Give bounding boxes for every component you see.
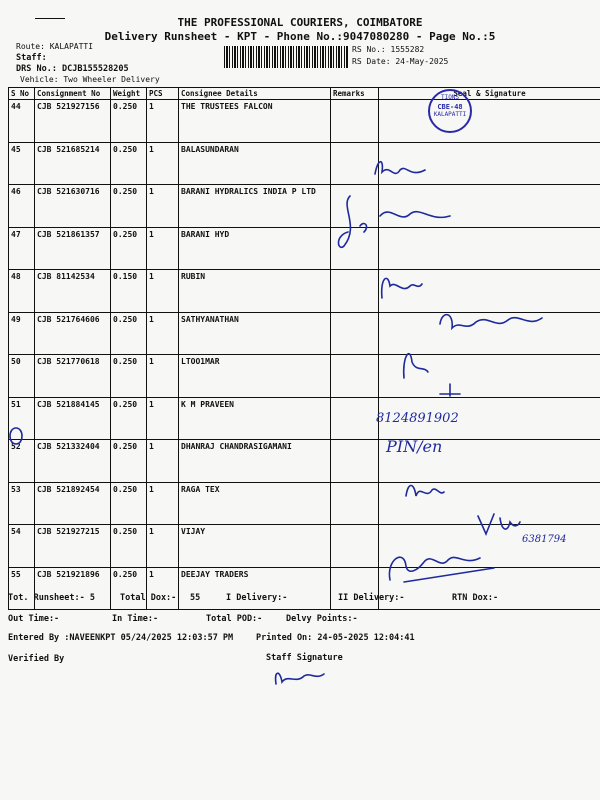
row-consignment: CJB 521861357 bbox=[35, 227, 111, 270]
row-pcs: 1 bbox=[147, 440, 179, 483]
barcode bbox=[224, 46, 348, 68]
row-consignee: SATHYANATHAN bbox=[179, 312, 331, 355]
row-pcs: 1 bbox=[147, 227, 179, 270]
row-weight: 0.250 bbox=[111, 355, 147, 398]
row-consignee: K M PRAVEEN bbox=[179, 397, 331, 440]
route: Route: KALAPATTI bbox=[16, 42, 94, 51]
rtn-dox: RTN Dox:- bbox=[452, 593, 499, 603]
row-remarks bbox=[331, 312, 379, 355]
row-remarks bbox=[331, 525, 379, 568]
col-remarks: Remarks bbox=[331, 88, 379, 100]
runsheet-subtitle: Delivery Runsheet - KPT - Phone No.:9047080280 - Page No.:5 bbox=[104, 30, 496, 43]
col-signature: Seal & Signature bbox=[379, 88, 600, 100]
signature-53 bbox=[402, 476, 448, 502]
out-time: Out Time:- bbox=[8, 614, 60, 624]
signature-46-47 bbox=[330, 186, 470, 256]
row-sno: 47 bbox=[9, 227, 35, 270]
verified-by: Verified By bbox=[8, 654, 65, 664]
row-consignee: THE TRUSTEES FALCON bbox=[179, 100, 331, 143]
row-pcs: 1 bbox=[147, 355, 179, 398]
row-consignment: CJB 521630716 bbox=[35, 185, 111, 228]
row-sno: 49 bbox=[9, 312, 35, 355]
row-sno: 53 bbox=[9, 482, 35, 525]
row-consignment: CJB 521927156 bbox=[35, 100, 111, 143]
rs-date: RS Date: 24-May-2025 bbox=[352, 57, 449, 66]
row-remarks bbox=[331, 100, 379, 143]
entered-by: Entered By :NAVEENKPT 05/24/2025 12:03:57 PM bbox=[8, 633, 234, 643]
total-dox-label: Total Dox:- bbox=[120, 593, 177, 603]
vehicle: Vehicle: Two Wheeler Delivery bbox=[20, 75, 160, 84]
staff: Staff: bbox=[16, 53, 47, 63]
row-weight: 0.250 bbox=[111, 100, 147, 143]
row-consignee: DEEJAY TRADERS bbox=[179, 567, 331, 610]
total-dox-value: 55 bbox=[190, 593, 201, 603]
row-consignment: CJB 521927215 bbox=[35, 525, 111, 568]
row-weight: 0.250 bbox=[111, 227, 147, 270]
signature-51 bbox=[436, 382, 464, 398]
table-row bbox=[9, 185, 600, 228]
stamp-center-text: CBE-48 bbox=[437, 103, 463, 111]
signature-48 bbox=[376, 268, 426, 302]
signature-55 bbox=[384, 540, 504, 586]
row-consignee: VIJAY bbox=[179, 525, 331, 568]
row-pcs: 1 bbox=[147, 142, 179, 185]
row-remarks bbox=[331, 440, 379, 483]
row-signature bbox=[379, 100, 600, 143]
row-pcs: 1 bbox=[147, 482, 179, 525]
row-weight: 0.150 bbox=[111, 270, 147, 313]
row-weight: 0.250 bbox=[111, 567, 147, 610]
row-consignee: DHANRAJ CHANDRASIGAMANI bbox=[179, 440, 331, 483]
seal-stamp bbox=[428, 89, 472, 133]
printed-on: Printed On: 24-05-2025 12:04:41 bbox=[256, 633, 415, 643]
stamp-bottom-text: KALAPATTI bbox=[433, 111, 467, 118]
row-remarks bbox=[331, 482, 379, 525]
handwritten-phone-54: 6381794 bbox=[522, 534, 567, 545]
row-weight: 0.250 bbox=[111, 482, 147, 525]
row-remarks bbox=[331, 397, 379, 440]
row-consignment: CJB 521770618 bbox=[35, 355, 111, 398]
row-consignee: BALASUNDARAN bbox=[179, 142, 331, 185]
handwritten-pin-52: PIN/en bbox=[386, 437, 443, 456]
signature-49 bbox=[436, 304, 546, 338]
table-row bbox=[9, 100, 600, 143]
total-pod: Total POD:- bbox=[206, 614, 263, 624]
row-sno: 55 bbox=[9, 567, 35, 610]
table-row bbox=[9, 440, 600, 483]
staff-signature-label: Staff Signature bbox=[266, 653, 343, 663]
company-name: THE PROFESSIONAL COURIERS, COIMBATORE bbox=[177, 16, 423, 29]
row-consignee: RUBIN bbox=[179, 270, 331, 313]
table-header bbox=[9, 88, 600, 100]
row-sno: 50 bbox=[9, 355, 35, 398]
row-consignment: CJB 521332404 bbox=[35, 440, 111, 483]
row-consignee: RAGA TEX bbox=[179, 482, 331, 525]
row-remarks bbox=[331, 270, 379, 313]
col-consignment: Consignment No bbox=[35, 88, 111, 100]
col-sno: S No bbox=[9, 88, 35, 100]
row-weight: 0.250 bbox=[111, 185, 147, 228]
row-pcs: 1 bbox=[147, 100, 179, 143]
tot-runsheet: Tot. Runsheet:- 5 bbox=[8, 593, 95, 603]
row-pcs: 1 bbox=[147, 567, 179, 610]
row-consignment: CJB 521892454 bbox=[35, 482, 111, 525]
row-sno: 46 bbox=[9, 185, 35, 228]
table-row bbox=[9, 567, 600, 610]
col-weight: Weight bbox=[111, 88, 147, 100]
row-pcs: 1 bbox=[147, 525, 179, 568]
col-pcs: PCS bbox=[147, 88, 179, 100]
table-row bbox=[9, 142, 600, 185]
handwritten-phone-51: 8124891902 bbox=[376, 411, 459, 426]
signature-50 bbox=[396, 342, 436, 382]
row-sno: 44 bbox=[9, 100, 35, 143]
row-sno: 48 bbox=[9, 270, 35, 313]
row-pcs: 1 bbox=[147, 397, 179, 440]
row-remarks bbox=[331, 355, 379, 398]
stamp-top-text: TIONS bbox=[440, 94, 460, 101]
row-pcs: 1 bbox=[147, 312, 179, 355]
table-row bbox=[9, 227, 600, 270]
row-pcs: 1 bbox=[147, 185, 179, 228]
row-sno: 51 bbox=[9, 397, 35, 440]
row-weight: 0.250 bbox=[111, 142, 147, 185]
row-consignment: CJB 521764606 bbox=[35, 312, 111, 355]
row-consignment: CJB 521921896 bbox=[35, 567, 111, 610]
row-consignee: BARANI HYD bbox=[179, 227, 331, 270]
row-remarks bbox=[331, 567, 379, 610]
row-weight: 0.250 bbox=[111, 440, 147, 483]
row-consignee: BARANI HYDRALICS INDIA P LTD bbox=[179, 185, 331, 228]
i-delivery: I Delivery:- bbox=[226, 593, 288, 603]
row-consignment: CJB 521884145 bbox=[35, 397, 111, 440]
drs-number: DRS No.: DCJB155528205 bbox=[16, 64, 129, 74]
row-weight: 0.250 bbox=[111, 312, 147, 355]
in-time: In Time:- bbox=[112, 614, 159, 624]
row-consignment: CJB 81142534 bbox=[35, 270, 111, 313]
row-weight: 0.250 bbox=[111, 525, 147, 568]
delvy-points: Delvy Points:- bbox=[286, 614, 358, 624]
rs-number: RS No.: 1555282 bbox=[352, 45, 425, 54]
table-row bbox=[9, 355, 600, 398]
circle-mark-52 bbox=[6, 426, 26, 446]
row-sno: 54 bbox=[9, 525, 35, 568]
row-pcs: 1 bbox=[147, 270, 179, 313]
signature-54 bbox=[474, 510, 524, 540]
row-consignee: LTOO1MAR bbox=[179, 355, 331, 398]
row-consignment: CJB 521685214 bbox=[35, 142, 111, 185]
col-consignee: Consignee Details bbox=[179, 88, 331, 100]
row-sno: 45 bbox=[9, 142, 35, 185]
ii-delivery: II Delivery:- bbox=[338, 593, 405, 603]
signature-45 bbox=[370, 150, 430, 186]
table-row bbox=[9, 397, 600, 440]
staff-signature bbox=[270, 666, 330, 688]
row-weight: 0.250 bbox=[111, 397, 147, 440]
row-sno: 52 bbox=[9, 440, 35, 483]
